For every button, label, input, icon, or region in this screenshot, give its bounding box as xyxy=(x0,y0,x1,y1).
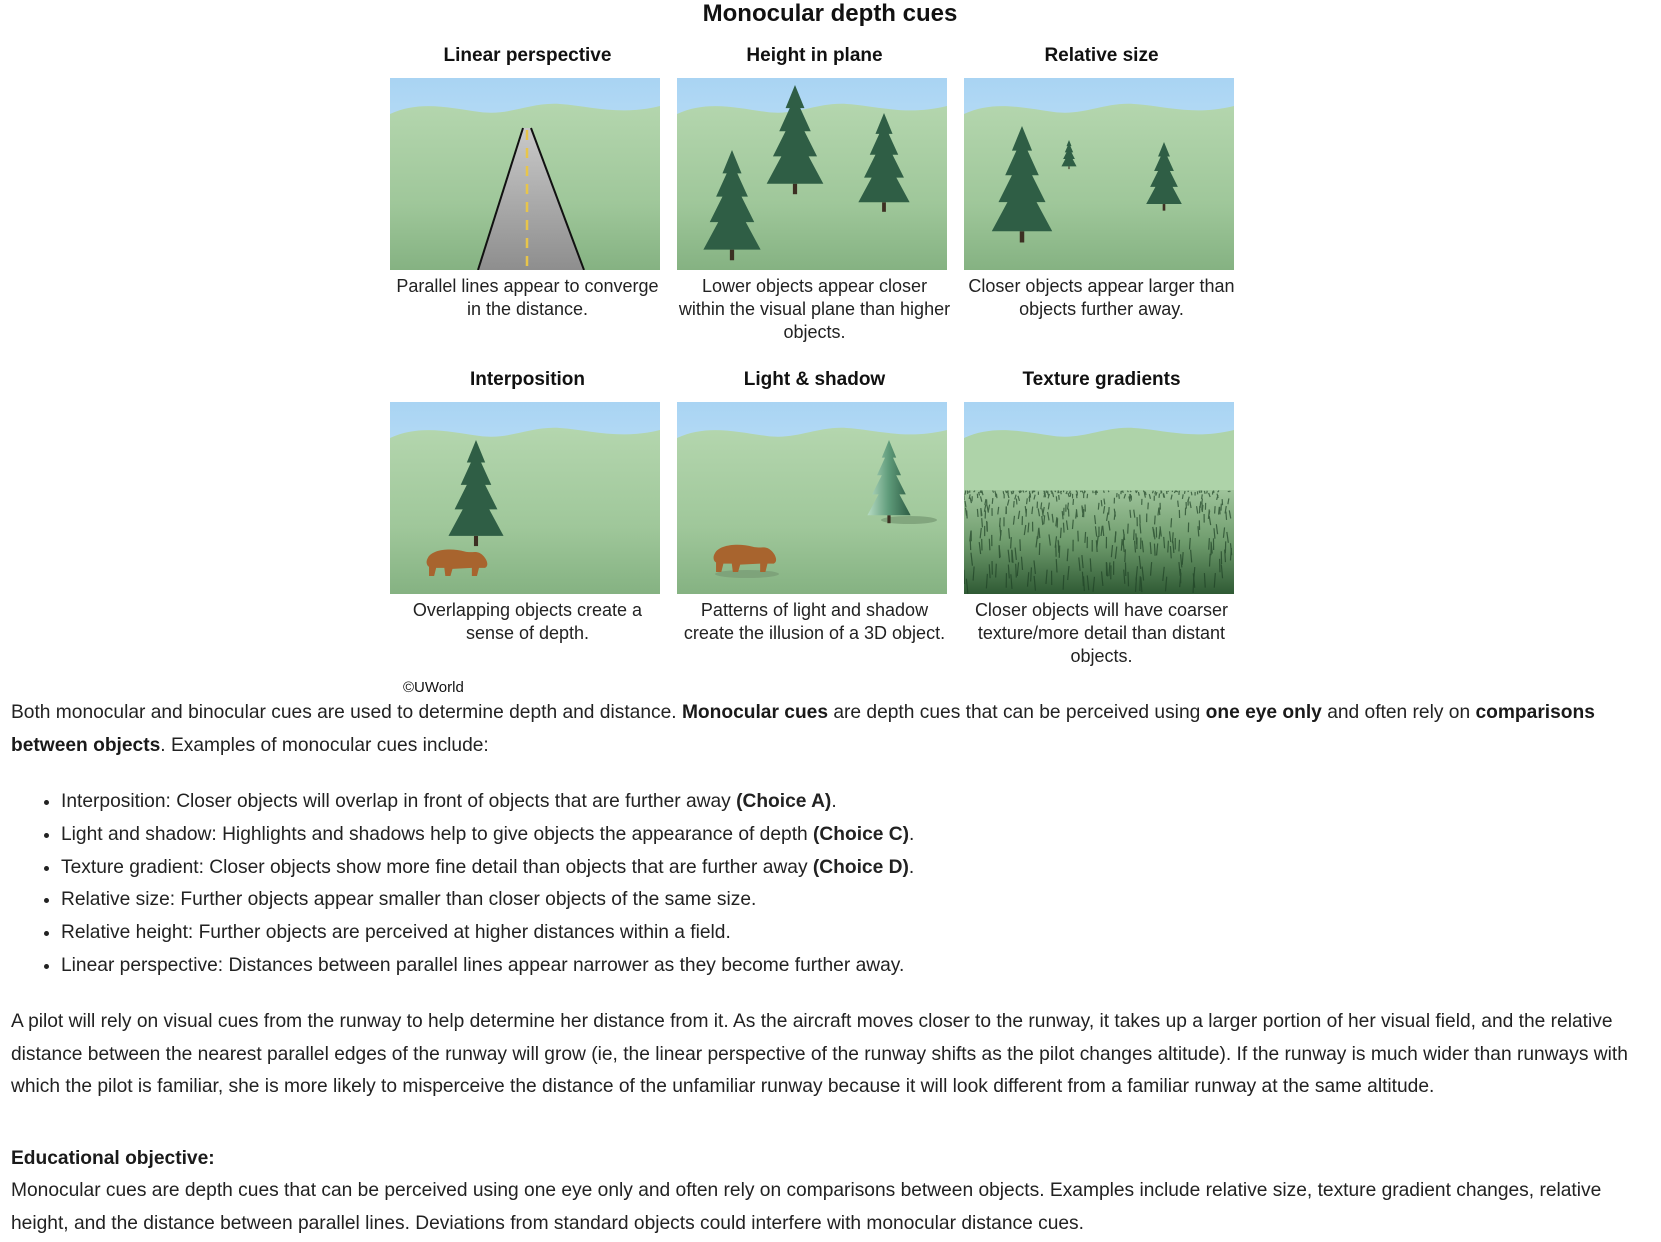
list-item xyxy=(61,852,914,885)
cue-choice: (Choice D) xyxy=(812,856,909,878)
cue-choice: (Choice A) xyxy=(736,791,832,812)
list-item xyxy=(61,917,914,950)
relative-size-illustration xyxy=(964,78,1234,270)
cue-text: Light and shadow: Highlights and shadows help to give objects the appearance of depth xyxy=(61,823,814,845)
height-in-plane-illustration xyxy=(677,78,947,270)
intro-text: . Examples of monocular cues include: xyxy=(160,734,489,756)
light-and-shadow-illustration xyxy=(677,402,947,594)
panel-title: Texture gradients xyxy=(1022,369,1181,390)
cue-text: Texture gradient: Closer objects show more fine detail than objects that are further away xyxy=(61,856,813,878)
panel-title: Interposition xyxy=(469,369,586,390)
intro-text: Both monocular and binocular cues are used to determine depth and distance. xyxy=(11,702,682,723)
linear-perspective-illustration xyxy=(390,78,660,270)
panel-relative-size xyxy=(964,0,1239,321)
intro-text: are depth cues that can be perceived using xyxy=(828,702,1206,723)
figure-monocular-depth-cues xyxy=(390,0,1270,700)
panel-title: Height in plane xyxy=(746,45,883,66)
intro-bold-comparisons: comparisons between objects xyxy=(11,702,1595,756)
cue-text: Relative height: Further objects are perceived at higher distances within a field. xyxy=(61,922,731,944)
explanation-paragraph: A pilot will rely on visual cues from the runway to help determine her distance from it. As the aircraft moves closer to the runway, it takes up a larger portion of her visual field, and the relative distance between the nearest parallel edges of the runway will grow (ie, the linear perspective of the runway shifts as the pilot changes altitude). If the runway is much wider than runways with which the pilot is familiar, she is more likely to misperceive the distance of the unfamiliar runway because it will look different from a familiar runway at the same altitude. xyxy=(11,1011,1628,1097)
cue-end: . xyxy=(908,856,915,878)
panel-linear-perspective xyxy=(390,0,665,321)
cue-text: Relative size: Further objects appear smaller than closer objects of the same size. xyxy=(61,889,757,911)
copyright-label: ©UWorld xyxy=(403,679,464,696)
panel-title: Relative size xyxy=(1044,45,1159,66)
cue-text: Linear perspective: Distances between parallel lines appear narrower as they become further away. xyxy=(61,954,905,976)
panel-title: Linear perspective xyxy=(443,45,612,66)
panel-caption: Parallel lines appear to converge in the distance. xyxy=(396,276,659,319)
intro-bold-monocular-cues: Monocular cues xyxy=(681,702,829,723)
panel-caption: Closer objects will have coarser texture/more detail than distant objects. xyxy=(974,600,1229,666)
list-item xyxy=(61,786,914,819)
interposition-illustration xyxy=(390,402,660,594)
figure-title: Monocular depth cues xyxy=(702,0,958,27)
panel-light-and-shadow xyxy=(677,324,952,645)
intro-paragraph xyxy=(11,697,1656,762)
texture-gradients-illustration xyxy=(964,402,1234,594)
panel-height-in-plane xyxy=(677,0,952,344)
educational-objective-heading: Educational objective: xyxy=(11,1148,215,1169)
panel-caption: Patterns of light and shadow create the illusion of a 3D object. xyxy=(683,600,946,643)
list-item xyxy=(61,884,914,917)
intro-bold-one-eye-only: one eye only xyxy=(1205,702,1322,723)
panel-texture-gradients xyxy=(964,324,1239,668)
monocular-cues-list xyxy=(11,786,914,983)
cue-end: . xyxy=(831,791,837,812)
list-item xyxy=(61,819,914,852)
cue-end: . xyxy=(908,823,915,845)
cue-choice: (Choice C) xyxy=(813,823,909,845)
panel-title: Light & shadow xyxy=(743,369,886,390)
intro-text: and often rely on xyxy=(1321,702,1476,723)
cue-text: Interposition: Closer objects will overlap in front of objects that are further away xyxy=(61,791,737,812)
panel-caption: Overlapping objects create a sense of depth. xyxy=(412,600,643,643)
panel-caption: Lower objects appear closer within the visual plane than higher objects. xyxy=(678,276,951,342)
list-item xyxy=(61,950,914,983)
educational-objective-text: Monocular cues are depth cues that can be perceived using one eye only and often rely on comparisons between objects. Examples include relative size, texture gradient changes, relative height, and the distance between parallel lines. Deviations from standard objects could interfere with monocular distance cues. xyxy=(11,1180,1602,1234)
panel-caption: Closer objects appear larger than objects further away. xyxy=(968,276,1235,319)
panel-interposition xyxy=(390,324,665,645)
